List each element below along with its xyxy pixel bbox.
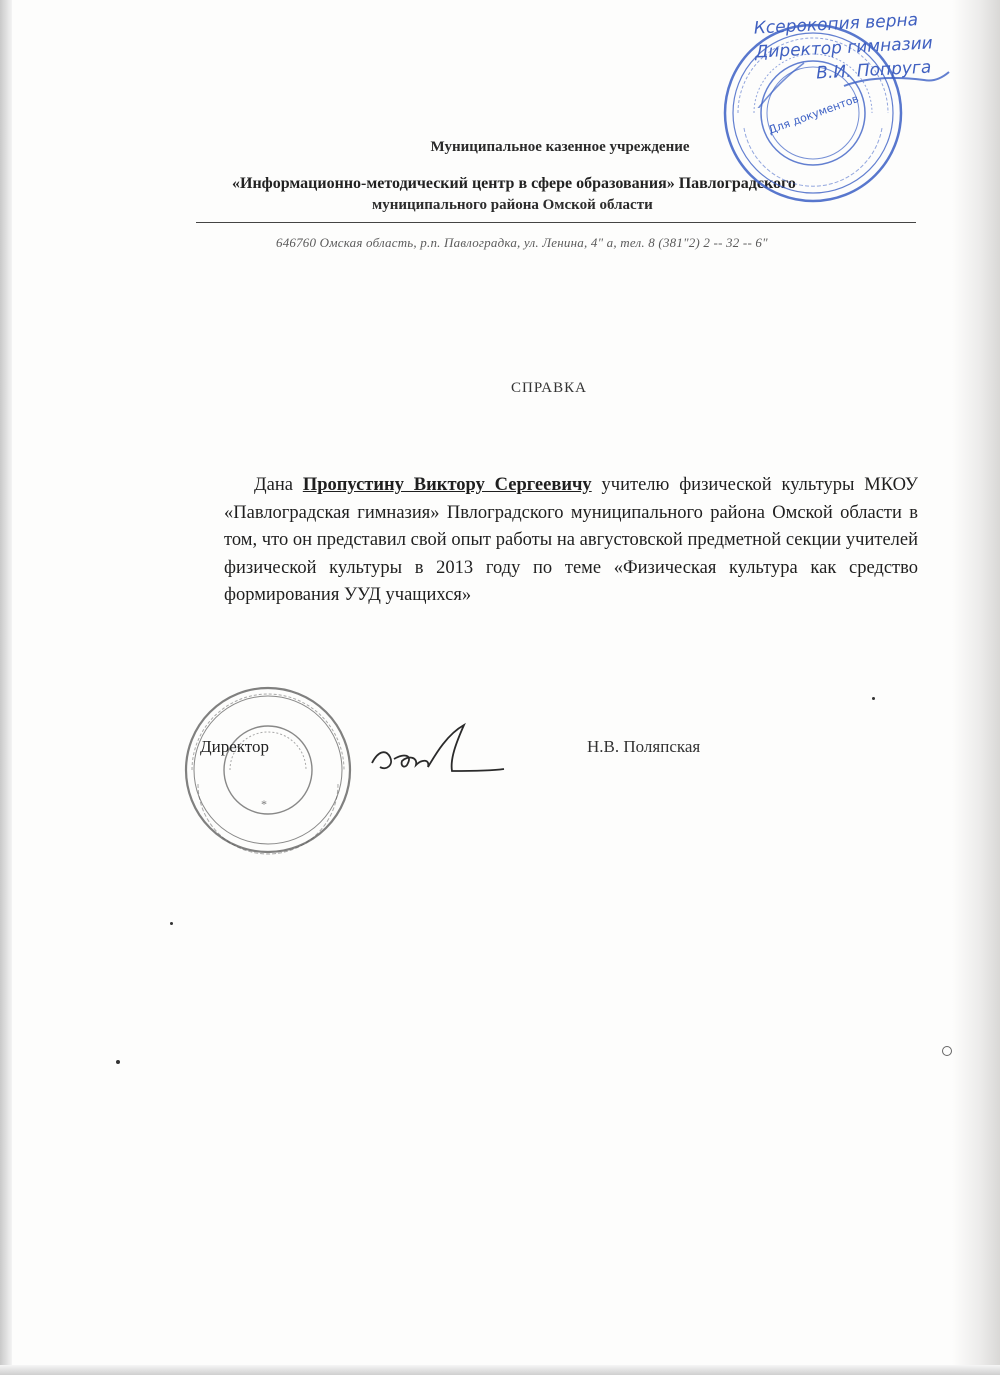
body-text: учителю физической культуры МКОУ «Павлоградская гимназия» Пвлоградского муниципального района Омской области в том, что он представил свой опыт работы на августовской предметной секции учителей физической культуры в 2013 году по теме «Физическая культура как средство формирования УУД учащихся» xyxy=(224,475,919,605)
document-title: СПРАВКА xyxy=(511,380,587,396)
scan-edge-left xyxy=(0,0,12,1375)
signatory-position: Директор xyxy=(200,737,269,756)
certification-line-3: В.И. Попруга xyxy=(815,57,932,84)
certificate-body xyxy=(224,472,918,610)
handwritten-signature xyxy=(360,715,510,785)
administration-round-stamp xyxy=(176,680,366,860)
org-name-line3: муниципального района Омской области xyxy=(372,197,653,213)
scan-speck xyxy=(116,1060,120,1064)
recipient-name: Пропустину Виктору Сергеевичу xyxy=(302,475,592,495)
svg-text:*: * xyxy=(261,797,267,811)
certification-line-2: Директор гимназии xyxy=(754,33,934,63)
certification-note xyxy=(753,7,934,88)
scan-speck xyxy=(872,697,875,700)
header-divider xyxy=(196,222,916,223)
org-address: 646760 Омская область, р.п. Павлоградка, ул. Ленина, 4" а, тел. 8 (381"2) 2 -- 32 -- 6" xyxy=(276,235,768,250)
seal-center-text: Для документов xyxy=(766,92,861,137)
scan-edge-bottom xyxy=(0,1365,1000,1375)
certification-line-1: Ксерокопия верна xyxy=(753,10,919,39)
scan-speck xyxy=(942,1046,952,1056)
scan-edge-right xyxy=(952,0,1000,1375)
signatory-name: Н.В. Поляпская xyxy=(587,737,701,756)
org-name-line1: Муниципальное казенное учреждение xyxy=(430,139,690,155)
org-name-line2: «Информационно-методический центр в сфере образования» Павлоградского xyxy=(232,175,796,192)
body-prefix: Дана xyxy=(254,475,293,495)
scan-speck xyxy=(170,922,173,925)
